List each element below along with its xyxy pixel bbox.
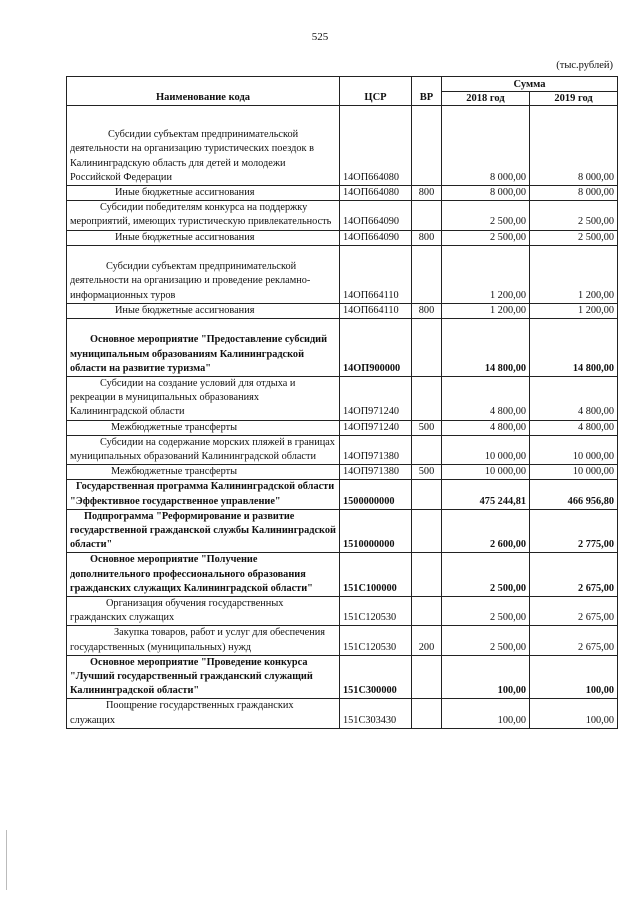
table-row (67, 106, 618, 186)
row-vr: 800 (412, 230, 442, 245)
header-year-2018: 2018 год (442, 91, 530, 106)
row-sum-2018: 100,00 (442, 699, 530, 728)
row-csr: 151С303430 (340, 699, 412, 728)
row-vr (412, 597, 442, 626)
row-name: Иные бюджетные ассигнования (67, 186, 340, 201)
row-name: Основное мероприятие "Получение дополнительного профессионального образования гражданских служащих Калининградской области" (67, 553, 340, 597)
row-sum-2018: 2 500,00 (442, 230, 530, 245)
table-row (67, 230, 618, 245)
row-name: Поощрение государственных гражданских служащих (67, 699, 340, 728)
row-vr (412, 655, 442, 699)
row-vr: 200 (412, 626, 442, 655)
row-vr (412, 509, 442, 553)
row-sum-2018: 1 200,00 (442, 303, 530, 318)
row-csr: 151С100000 (340, 553, 412, 597)
row-sum-2019: 2 675,00 (530, 597, 618, 626)
row-csr: 151С120530 (340, 597, 412, 626)
row-name: Субсидии на создание условий для отдыха и рекреации в муниципальных образованиях Калининградской области (67, 377, 340, 421)
table-row (67, 597, 618, 626)
row-name: Субсидии субъектам предпринимательской деятельности на организацию и проведение рекламно-информационных туров (67, 245, 340, 303)
row-name: Государственная программа Калининградской области "Эффективное государственное управление" (67, 480, 340, 509)
table-row (67, 245, 618, 303)
row-sum-2018: 4 800,00 (442, 420, 530, 435)
row-csr: 151С120530 (340, 626, 412, 655)
row-csr: 14ОП664110 (340, 245, 412, 303)
row-name: Иные бюджетные ассигнования (67, 230, 340, 245)
table-row (67, 655, 618, 699)
row-csr: 1510000000 (340, 509, 412, 553)
row-csr: 14ОП971240 (340, 377, 412, 421)
table-row (67, 420, 618, 435)
row-csr: 14ОП900000 (340, 319, 412, 377)
header-csr: ЦСР (340, 77, 412, 106)
table-row (67, 435, 618, 464)
row-sum-2018: 14 800,00 (442, 319, 530, 377)
row-name: Субсидии субъектам предпринимательской деятельности на организацию туристических поездок в Калининградскую область для детей и молодежи Российской Федерации (67, 106, 340, 186)
row-sum-2018: 2 600,00 (442, 509, 530, 553)
table-row (67, 201, 618, 230)
row-csr: 14ОП664110 (340, 303, 412, 318)
row-vr (412, 319, 442, 377)
row-name: Межбюджетные трансферты (67, 420, 340, 435)
header-name: Наименование кода (67, 77, 340, 106)
page-number: 525 (311, 31, 329, 43)
row-sum-2018: 2 500,00 (442, 626, 530, 655)
row-sum-2019: 10 000,00 (530, 465, 618, 480)
row-sum-2019: 2 500,00 (530, 201, 618, 230)
row-name: Иные бюджетные ассигнования (67, 303, 340, 318)
row-sum-2019: 100,00 (530, 699, 618, 728)
row-sum-2019: 1 200,00 (530, 245, 618, 303)
row-sum-2019: 100,00 (530, 655, 618, 699)
row-sum-2019: 2 775,00 (530, 509, 618, 553)
row-name: Организация обучения государственных гражданских служащих (67, 597, 340, 626)
row-sum-2019: 2 675,00 (530, 553, 618, 597)
header-sum: Сумма (442, 77, 618, 92)
row-vr (412, 435, 442, 464)
row-sum-2018: 2 500,00 (442, 597, 530, 626)
row-sum-2018: 8 000,00 (442, 106, 530, 186)
row-sum-2018: 2 500,00 (442, 201, 530, 230)
row-csr: 14ОП971240 (340, 420, 412, 435)
table-row (67, 699, 618, 728)
row-sum-2018: 2 500,00 (442, 553, 530, 597)
table-row (67, 626, 618, 655)
row-sum-2018: 8 000,00 (442, 186, 530, 201)
row-vr (412, 377, 442, 421)
row-sum-2019: 8 000,00 (530, 186, 618, 201)
row-sum-2019: 4 800,00 (530, 377, 618, 421)
row-vr (412, 480, 442, 509)
row-sum-2019: 4 800,00 (530, 420, 618, 435)
units-label: (тыс.рублей) (556, 60, 613, 71)
row-sum-2018: 4 800,00 (442, 377, 530, 421)
row-vr: 800 (412, 186, 442, 201)
row-name: Основное мероприятие "Предоставление субсидий муниципальным образованиям Калининградской области на развитие туризма" (67, 319, 340, 377)
budget-table (66, 76, 618, 729)
row-sum-2019: 2 500,00 (530, 230, 618, 245)
scan-edge-mark (6, 830, 7, 890)
row-vr (412, 106, 442, 186)
row-csr: 1500000000 (340, 480, 412, 509)
row-name: Подпрограмма "Реформирование и развитие государственной гражданской службы Калининградской области" (67, 509, 340, 553)
row-csr: 14ОП971380 (340, 435, 412, 464)
row-vr: 800 (412, 303, 442, 318)
table-body (67, 106, 618, 729)
row-csr: 14ОП664090 (340, 230, 412, 245)
row-sum-2019: 1 200,00 (530, 303, 618, 318)
table-row (67, 303, 618, 318)
row-sum-2018: 10 000,00 (442, 465, 530, 480)
row-csr: 14ОП971380 (340, 465, 412, 480)
row-vr (412, 201, 442, 230)
header-year-2019: 2019 год (530, 91, 618, 106)
row-sum-2019: 10 000,00 (530, 435, 618, 464)
row-vr (412, 699, 442, 728)
row-csr: 14ОП664090 (340, 201, 412, 230)
row-sum-2019: 14 800,00 (530, 319, 618, 377)
row-sum-2018: 1 200,00 (442, 245, 530, 303)
row-vr: 500 (412, 420, 442, 435)
row-csr: 14ОП664080 (340, 106, 412, 186)
row-sum-2019: 8 000,00 (530, 106, 618, 186)
table-row (67, 509, 618, 553)
row-sum-2019: 2 675,00 (530, 626, 618, 655)
row-name: Закупка товаров, работ и услуг для обеспечения государственных (муниципальных) нужд (67, 626, 340, 655)
row-name: Субсидии победителям конкурса на поддержку мероприятий, имеющих туристическую привлекательность (67, 201, 340, 230)
row-vr: 500 (412, 465, 442, 480)
row-vr (412, 245, 442, 303)
table-row (67, 553, 618, 597)
table-row (67, 465, 618, 480)
row-sum-2018: 100,00 (442, 655, 530, 699)
row-csr: 14ОП664080 (340, 186, 412, 201)
row-sum-2018: 10 000,00 (442, 435, 530, 464)
row-name: Межбюджетные трансферты (67, 465, 340, 480)
row-name: Субсидии на содержание морских пляжей в границах муниципальных образований Калининградской области (67, 435, 340, 464)
table-header (67, 77, 618, 106)
row-csr: 151С300000 (340, 655, 412, 699)
row-sum-2019: 466 956,80 (530, 480, 618, 509)
table-row (67, 186, 618, 201)
header-vr: ВР (412, 77, 442, 106)
table-row (67, 377, 618, 421)
row-name: Основное мероприятие "Проведение конкурса "Лучший государственный гражданский служащий Калининградской области" (67, 655, 340, 699)
row-sum-2018: 475 244,81 (442, 480, 530, 509)
row-vr (412, 553, 442, 597)
table-row (67, 319, 618, 377)
table-row (67, 480, 618, 509)
